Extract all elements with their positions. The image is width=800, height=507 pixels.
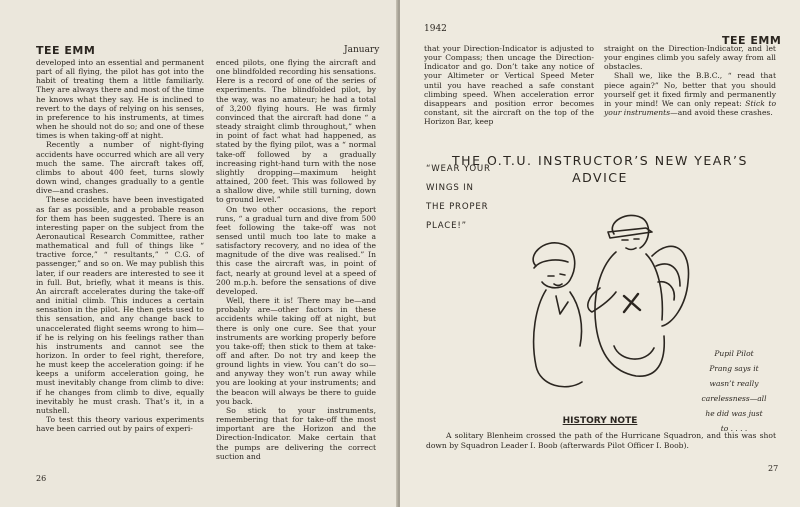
caption-line: Prang says it xyxy=(709,364,759,373)
paragraph: straight on the Direction-Indicator, and let your engines climb you safely away from all obstacles. xyxy=(604,44,776,72)
running-title-right: TEE EMM xyxy=(722,34,782,47)
history-note-body: A solitary Blenheim crossed the path of the Hurricane Squadron, and this was shot down by Squadron Leader I. Boob (afterwards Pilot Officer I. Boob). xyxy=(426,431,776,450)
paragraph-text: Shall we, like the B.B.C., “ read that piece again?” No, better that you should yourself get it fixed firmly and permanently in your mind! We can only repeat: xyxy=(604,71,776,108)
paragraph xyxy=(604,71,776,117)
paragraph: developed into an essential and permanent part of all flying, the pilot has got into the habit of treating them a little familiarly. They are always there and most of the time he knows what they say. He is inclined to revert to the days of relying on his senses, in preference to his instruments, at times when he should not do so; and one of these times is when taking-off at night. xyxy=(36,58,204,141)
cartoon-title-line: ADVICE xyxy=(572,170,628,185)
page-number-right: 27 xyxy=(768,464,779,473)
running-title-left: TEE EMM xyxy=(36,44,96,57)
quote-line: PLACE!” xyxy=(426,221,467,231)
left-column-2 xyxy=(216,58,376,461)
cartoon-title-line: THE O.T.U. INSTRUCTOR’S NEW YEAR’S xyxy=(452,153,748,168)
quote-line: “WEAR YOUR xyxy=(426,164,491,174)
month-label: January xyxy=(344,45,380,55)
paragraph: Recently a number of night-flying accidents have occurred which are all very much the same. The aircraft takes off, climbs to about 400 feet, turns slowly down wind, changes gradually to a gentle dive—and crashes. xyxy=(36,140,204,196)
paragraph-text: —and avoid these crashes. xyxy=(670,108,773,118)
left-page xyxy=(0,0,399,507)
caption-line: Pupil Pilot xyxy=(714,349,754,358)
page-number-left: 26 xyxy=(36,474,47,483)
quote-line: THE PROPER xyxy=(426,202,489,212)
paragraph: So stick to your instruments, remembering that for take-off the most important are the Horizon and the Direction-Indicator. Make certain that the pumps are delivering the correct suction and xyxy=(216,405,376,461)
left-column-1 xyxy=(36,58,204,433)
caption-line: to . . . . xyxy=(720,424,748,433)
caption-line: wasn’t really xyxy=(709,379,759,388)
paragraph: enced pilots, one flying the aircraft and one blindfolded recording his sensations. Here is a record of one of the series of experiments. The blindfolded pilot, by the way, was no amateur; he had a total of 3,200 flying hours. He was firmly convinced that the aircraft had done “ a steady straight climb throughout,” when in point of fact what had happened, as stated by the flying pilot, was a “ normal take-off followed by a gradually increasing right-hand turn with the nose slightly dropping—maximum height attained, 200 feet. This was followed by a shallow dive, while still turning, down to ground level.” xyxy=(216,58,376,205)
paragraph: These accidents have been investigated as far as possible, and a probable reason for them has been suggested. There is an interesting paper on the subject from the Aeronautical Research Committee, rather mathematical and full of things like “ tractive force,” “ resultants,” “ C.G. of passenger,” and so on. We may publish this later, if our readers are interested to see it in full. But, briefly, what it means is this. An aircraft accelerates during the take-off and initial climb. This induces a certain sensation in the pilot. He then gets used to this sensation, and any change back to unaccelerated flight seems wrong to him—if he is relying on his feelings rather than his instruments and cannot see the horizon. In order to feel right, therefore, he must keep the acceleration going: if he keeps a uniform acceleration going, he must inevitably change from climb to dive: if he changes from climb to dive, equally inevitably he must crash. That’s it, in a nutshell. xyxy=(36,195,204,415)
emphasis-text: Stick to your instruments xyxy=(604,98,777,118)
paragraph: Well, there it is! There may be—and probably are—other factors in these accidents while taking off at night, but there is only one cure. See that your instruments are working properly before you take-off; then stick to them at take-off and after. Do not try and keep the ground lights in view. You can’t do so—and anyway they won’t run away while you are looking at your instruments; and the beacon will always be there to guide you back. xyxy=(216,296,376,406)
paragraph: On two other occasions, the report runs, “ a gradual turn and dive from 500 feet following the take-off was not sensed until much too late to make a satisfactory recovery, and no idea of the magnitude of the dive was realised.” In this case the aircraft was, in point of fact, nearly at ground level at a speed of 200 m.p.h. before the sensations of dive developed. xyxy=(216,204,376,296)
paragraph: To test this theory various experiments have been carried out by pairs of experi- xyxy=(36,415,204,434)
caption-line: carelessness—all xyxy=(701,394,767,403)
cartoon-illustration xyxy=(496,196,696,406)
quote-line: WINGS IN xyxy=(426,183,474,193)
cartoon-quote xyxy=(426,160,491,236)
history-note-title: HISTORY NOTE xyxy=(562,416,638,426)
right-column-2 xyxy=(604,44,776,117)
right-column-1 xyxy=(424,44,594,126)
right-page xyxy=(400,0,800,507)
caption-line: he did was just xyxy=(705,409,763,418)
paragraph: that your Direction-Indicator is adjusted to your Compass; then uncage the Direction-Indicator and go. Don’t take any notice of your Altimeter or Vertical Speed Meter until you have reached a safe constant climbing speed. When acceleration error disappears and position error becomes constant, sit the aircraft on the top of the Horizon Bar, keep xyxy=(424,44,594,127)
year-label: 1942 xyxy=(424,24,447,34)
